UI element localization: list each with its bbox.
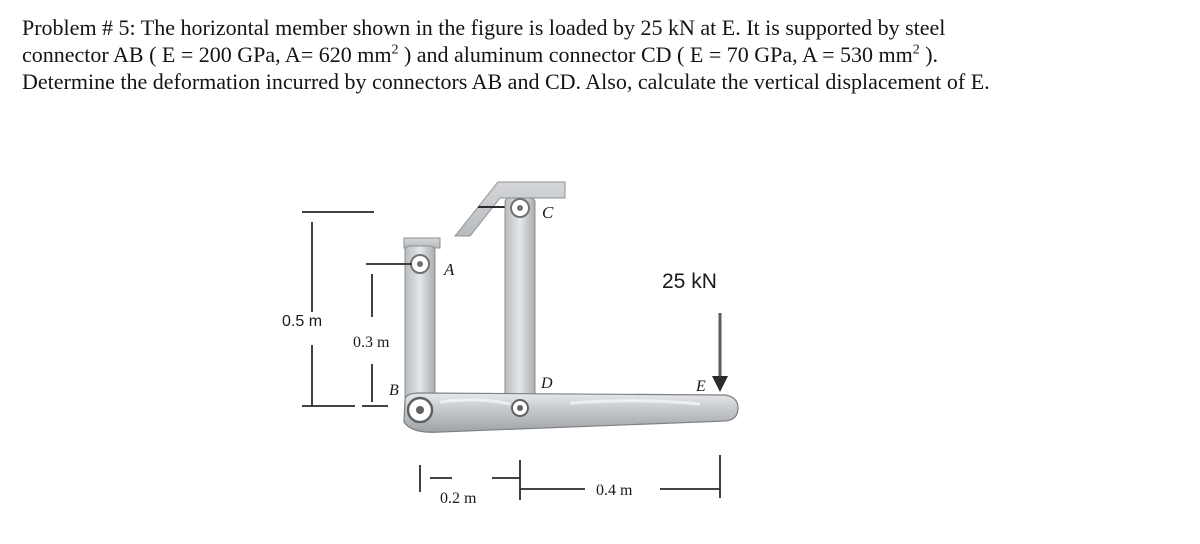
connector-ab bbox=[405, 246, 435, 418]
label-dim-0-5m: 0.5 m bbox=[282, 313, 323, 330]
problem-line-2-pre: connector AB ( E = 200 GPa, A= 620 mm bbox=[22, 42, 392, 67]
problem-line-2-post: ). bbox=[919, 42, 939, 67]
superscript-2a: 2 bbox=[391, 42, 399, 58]
label-a: A bbox=[444, 260, 455, 279]
label-dim-0-4m: 0.4 m bbox=[596, 482, 633, 499]
label-dim-0-2m: 0.2 m bbox=[440, 490, 477, 507]
problem-line-3: Determine the deformation incurred by connectors AB and CD. Also, calculate the vertical displacement of E. bbox=[22, 69, 990, 94]
label-c: C bbox=[542, 203, 554, 222]
problem-line-1: Problem # 5: The horizontal member shown in the figure is loaded by 25 kN at E. It is supported by steel bbox=[22, 15, 946, 40]
superscript-2b: 2 bbox=[912, 42, 920, 58]
dimension-0-5m bbox=[302, 212, 374, 406]
pin-d bbox=[512, 400, 528, 416]
load-arrow bbox=[712, 313, 728, 392]
label-load: 25 kN bbox=[662, 270, 717, 293]
label-b: B bbox=[389, 382, 399, 399]
pin-b bbox=[408, 398, 432, 422]
label-e: E bbox=[696, 378, 706, 395]
connector-cd bbox=[505, 198, 535, 410]
label-dim-0-3m: 0.3 m bbox=[353, 334, 390, 351]
label-d: D bbox=[541, 375, 553, 392]
horizontal-member bbox=[404, 393, 738, 432]
problem-line-2-mid: ) and aluminum connector CD ( E = 70 GPa, A = 530 mm bbox=[398, 42, 913, 67]
